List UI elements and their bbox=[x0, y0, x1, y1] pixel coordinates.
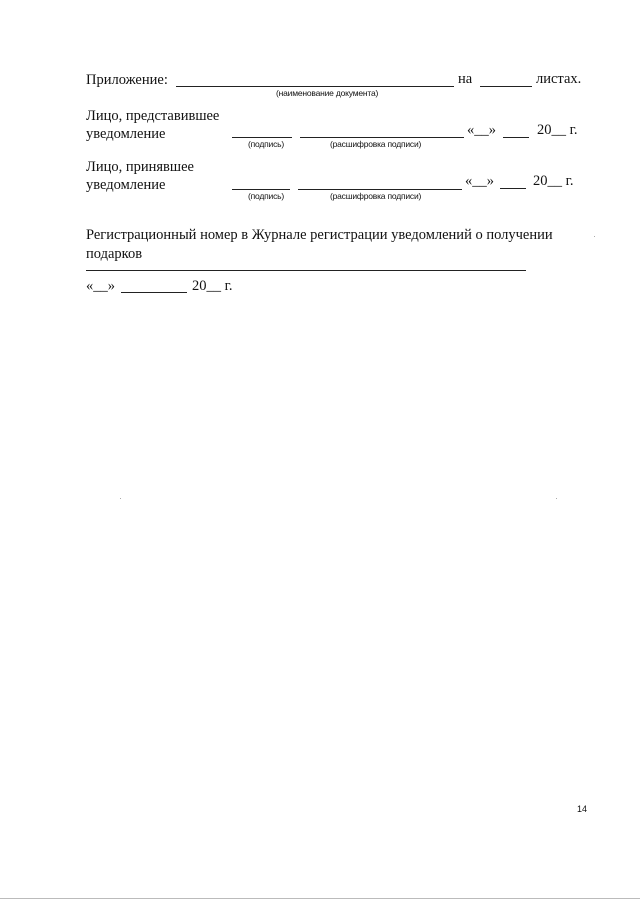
registration-text-line2: подарков bbox=[86, 246, 143, 262]
scan-speck bbox=[594, 236, 595, 237]
presenter-label-line1: Лицо, представившее bbox=[86, 108, 220, 124]
attachment-label: Приложение: bbox=[86, 72, 168, 88]
registration-text-line1: Регистрационный номер в Журнале регистрации уведомлений о получении bbox=[86, 227, 553, 243]
presenter-label-line2: уведомление bbox=[86, 126, 166, 142]
scan-speck bbox=[120, 498, 121, 499]
presenter-signature-caption: (подпись) bbox=[248, 139, 284, 149]
registration-date-year: 20__ г. bbox=[192, 278, 233, 294]
receiver-label-line1: Лицо, принявшее bbox=[86, 159, 194, 175]
receiver-date-month-line[interactable] bbox=[500, 188, 526, 189]
receiver-signature-caption: (подпись) bbox=[248, 191, 284, 201]
presenter-date-day[interactable]: «__» bbox=[467, 122, 496, 138]
page-number: 14 bbox=[577, 804, 588, 814]
presenter-signature-line[interactable] bbox=[232, 137, 292, 138]
presenter-decoding-caption: (расшифровка подписи) bbox=[330, 139, 422, 149]
registration-date-month-line[interactable] bbox=[121, 292, 187, 293]
attachment-document-line[interactable] bbox=[176, 86, 454, 87]
attachment-on-text: на bbox=[458, 71, 473, 87]
receiver-date-day[interactable]: «__» bbox=[465, 173, 494, 189]
attachment-sheets-line[interactable] bbox=[480, 86, 532, 87]
attachment-caption: (наименование документа) bbox=[276, 88, 379, 98]
presenter-date-year: 20__ г. bbox=[537, 122, 578, 138]
receiver-decoding-caption: (расшифровка подписи) bbox=[330, 191, 422, 201]
presenter-date-month-line[interactable] bbox=[503, 137, 529, 138]
receiver-label-line2: уведомление bbox=[86, 177, 166, 193]
presenter-decoding-line[interactable] bbox=[300, 137, 464, 138]
registration-number-line[interactable] bbox=[86, 270, 526, 271]
registration-date-day[interactable]: «__» bbox=[86, 278, 115, 294]
page-bottom-edge bbox=[0, 898, 640, 899]
receiver-date-year: 20__ г. bbox=[533, 173, 574, 189]
receiver-signature-line[interactable] bbox=[232, 189, 290, 190]
scan-speck bbox=[556, 498, 557, 499]
receiver-decoding-line[interactable] bbox=[298, 189, 462, 190]
attachment-sheets-text: листах. bbox=[536, 71, 582, 87]
